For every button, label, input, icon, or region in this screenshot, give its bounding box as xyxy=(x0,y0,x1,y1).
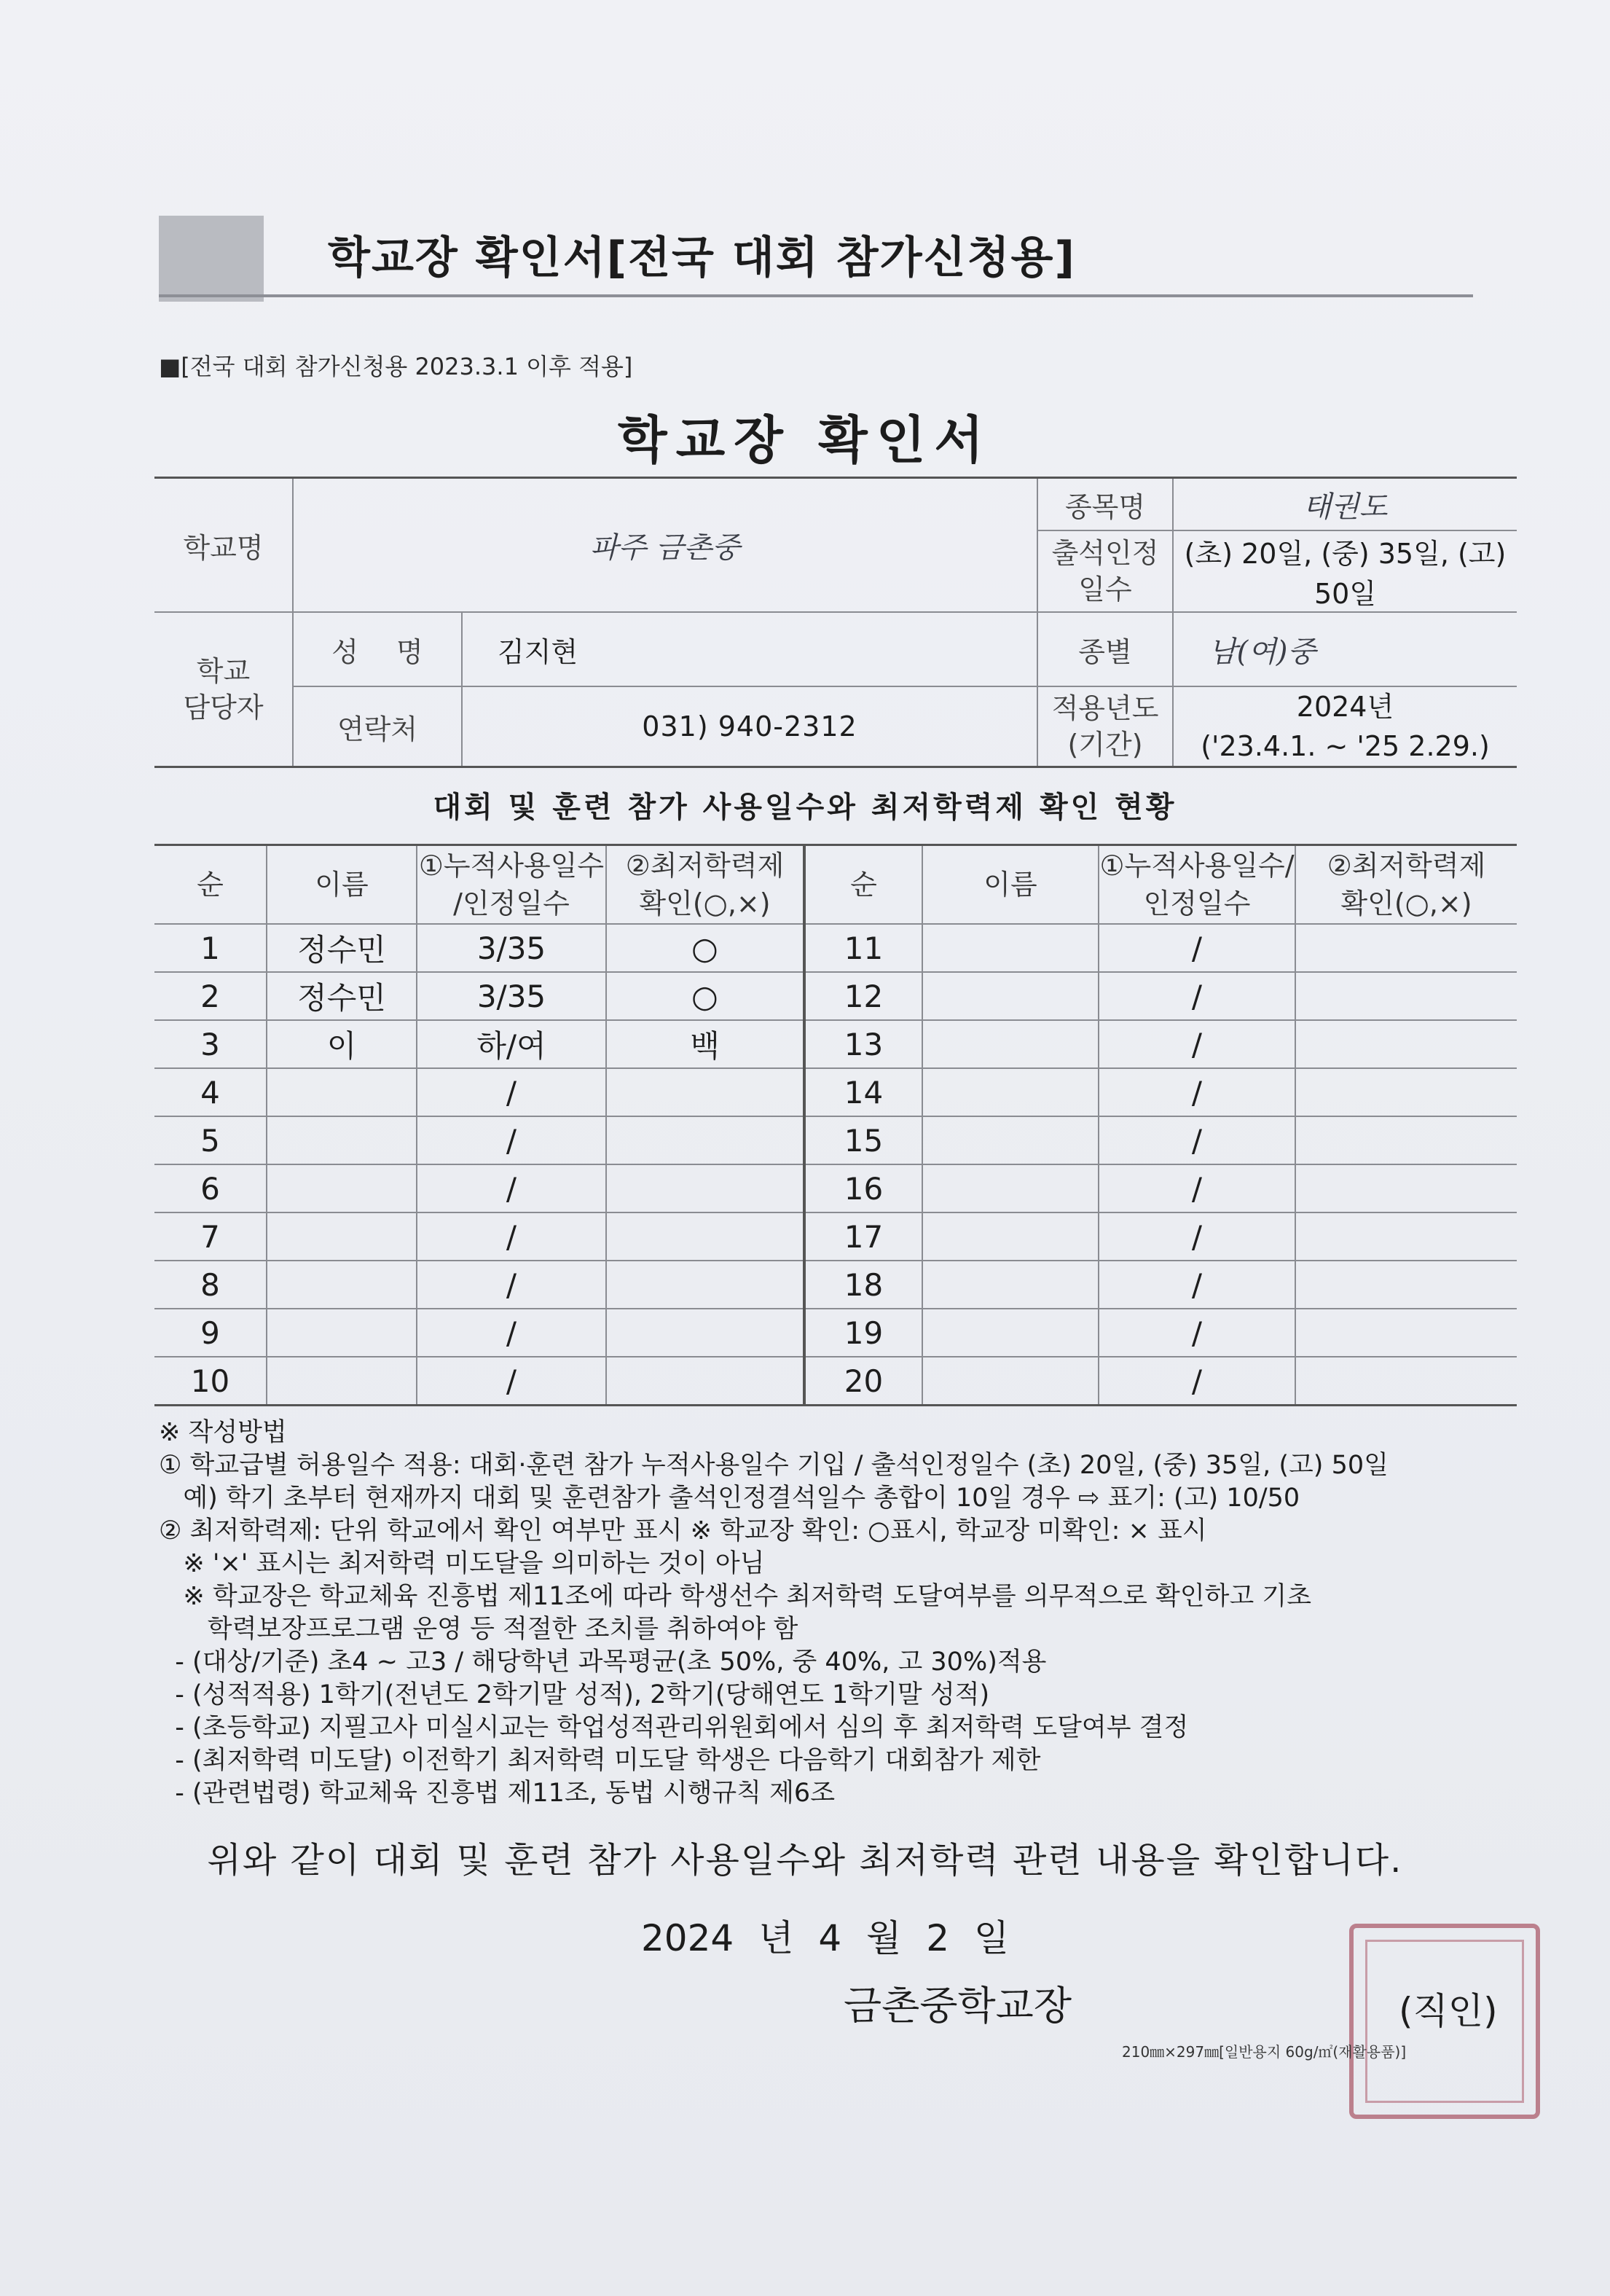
school-name-value: 파주 금촌중 xyxy=(293,478,1037,613)
attendance-label-text: 출석인정 일수 xyxy=(1051,537,1159,606)
roster-cell-l-check xyxy=(606,1212,804,1261)
note-line: - (대상/기준) 초4 ~ 고3 / 해당학년 과목평균(초 50%, 중 40%, 고 30%)적용 xyxy=(159,1647,1047,1677)
category-label: 종별 xyxy=(1037,612,1173,686)
table-row xyxy=(154,1164,1517,1212)
note-line: ※ '×' 표시는 최저학력 미도달을 의미하는 것이 아님 xyxy=(159,1549,765,1578)
roster-cell-r-no: 18 xyxy=(804,1261,922,1309)
roster-cell-l-name: 정수민 xyxy=(267,972,417,1020)
roster-cell-l-days: / xyxy=(417,1357,606,1406)
roster-cell-r-name xyxy=(922,1357,1099,1406)
contact-name-value: 김지현 xyxy=(462,612,1037,686)
attendance-label xyxy=(1037,530,1173,612)
table-row xyxy=(154,1212,1517,1261)
roster-cell-l-name: 이 xyxy=(267,1020,417,1068)
roster-cell-r-no: 16 xyxy=(804,1164,922,1212)
roster-cell-r-name xyxy=(922,1309,1099,1357)
roster-table xyxy=(154,844,1517,1406)
header-days-left: ①누적사용일수 /인정일수 xyxy=(417,845,606,925)
roster-cell-l-name xyxy=(267,1309,417,1357)
roster-cell-r-name xyxy=(922,1116,1099,1164)
phone-value: 031) 940-2312 xyxy=(462,686,1037,767)
year-cell xyxy=(1173,686,1517,767)
roster-cell-l-name xyxy=(267,1357,417,1406)
roster-cell-l-check xyxy=(606,1164,804,1212)
roster-cell-l-check xyxy=(606,1357,804,1406)
header-check-right: ②최저학력제 확인(○,×) xyxy=(1295,845,1517,925)
table-row xyxy=(154,1116,1517,1164)
note-line: - (관련법령) 학교체육 진흥법 제11조, 동법 시행규칙 제6조 xyxy=(159,1779,836,1808)
note-line: - (성적적용) 1학기(전년도 2학기말 성적), 2학기(당해연도 1학기말 성적) xyxy=(159,1680,990,1709)
roster-cell-l-no: 6 xyxy=(154,1164,267,1212)
roster-cell-l-check: ○ xyxy=(606,972,804,1020)
roster-cell-r-name xyxy=(922,1020,1099,1068)
roster-cell-r-check xyxy=(1295,1357,1517,1406)
table-row xyxy=(154,1309,1517,1357)
roster-cell-r-no: 13 xyxy=(804,1020,922,1068)
seal-mark: (직인) xyxy=(1399,1990,1498,2032)
roster-cell-r-name xyxy=(922,1068,1099,1116)
roster-cell-l-check: 백 xyxy=(606,1020,804,1068)
roster-cell-r-check xyxy=(1295,972,1517,1020)
roster-cell-r-name xyxy=(922,1212,1099,1261)
roster-cell-r-days: / xyxy=(1099,1164,1295,1212)
roster-cell-l-check xyxy=(606,1309,804,1357)
year-period: ('23.4.1. ~ '25 2.29.) xyxy=(1201,730,1490,762)
roster-cell-r-name xyxy=(922,1261,1099,1309)
roster-cell-r-days: / xyxy=(1099,1309,1295,1357)
roster-cell-r-days: / xyxy=(1099,1212,1295,1261)
roster-cell-r-days: / xyxy=(1099,1116,1295,1164)
roster-header-row xyxy=(154,845,1517,925)
sport-label: 종목명 xyxy=(1037,478,1173,531)
header-no-right: 순 xyxy=(804,845,922,925)
sport-value: 태권도 xyxy=(1173,478,1517,531)
roster-cell-l-no: 1 xyxy=(154,924,267,972)
roster-cell-l-days: / xyxy=(417,1116,606,1164)
note-line: ※ 학교장은 학교체육 진흥법 제11조에 따라 학생선수 최저학력 도달여부를 의무적으로 확인하고 기초 xyxy=(159,1582,1312,1611)
roster-cell-r-days: / xyxy=(1099,972,1295,1020)
header-name-left: 이름 xyxy=(267,845,417,925)
roster-cell-l-days: / xyxy=(417,1068,606,1116)
table-row xyxy=(154,972,1517,1020)
table-row xyxy=(154,1068,1517,1116)
roster-cell-r-no: 19 xyxy=(804,1309,922,1357)
roster-cell-l-days: / xyxy=(417,1309,606,1357)
roster-cell-l-check xyxy=(606,1261,804,1309)
header-name-right: 이름 xyxy=(922,845,1099,925)
header-title: 학교장 확인서[전국 대회 참가신청용] xyxy=(328,232,1076,283)
roster-cell-r-no: 14 xyxy=(804,1068,922,1116)
roster-cell-r-no: 15 xyxy=(804,1116,922,1164)
roster-cell-r-check xyxy=(1295,1164,1517,1212)
school-info-table xyxy=(154,477,1517,768)
roster-cell-l-check xyxy=(606,1116,804,1164)
note-line: ② 최저학력제: 단위 학교에서 확인 여부만 표시 ※ 학교장 확인: ○표시, 학교장 미확인: × 표시 xyxy=(159,1516,1207,1545)
confirmation-statement: 위와 같이 대회 및 훈련 참가 사용일수와 최저학력 관련 내용을 확인합니다. xyxy=(207,1840,1403,1881)
note-line: ① 학교급별 허용일수 적용: 대회·훈련 참가 누적사용일수 기입 / 출석인정일수 (초) 20일, (중) 35일, (고) 50일 xyxy=(159,1451,1389,1480)
roster-cell-r-check xyxy=(1295,1212,1517,1261)
paper-spec: 210㎜×297㎜[일반용지 60g/㎡(재활용품)] xyxy=(1122,2043,1407,2061)
roster-cell-r-days: / xyxy=(1099,1261,1295,1309)
roster-cell-l-no: 10 xyxy=(154,1357,267,1406)
roster-cell-r-check xyxy=(1295,1020,1517,1068)
note-line: ※ 작성방법 xyxy=(159,1418,287,1447)
roster-cell-l-no: 3 xyxy=(154,1020,267,1068)
issue-date: 2024 년 4 월 2 일 xyxy=(641,1917,1010,1959)
roster-cell-r-no: 20 xyxy=(804,1357,922,1406)
roster-cell-r-name xyxy=(922,924,1099,972)
roster-cell-l-days: / xyxy=(417,1164,606,1212)
instructions xyxy=(159,1417,1521,1810)
roster-cell-r-check xyxy=(1295,1261,1517,1309)
note-line: - (최저학력 미도달) 이전학기 최저학력 미도달 학생은 다음학기 대회참가 제한 xyxy=(159,1746,1041,1775)
roster-cell-l-days: 하/여 xyxy=(417,1020,606,1068)
document-title: 학교장 확인서 xyxy=(617,410,993,470)
table-row xyxy=(154,1020,1517,1068)
roster-cell-l-check: ○ xyxy=(606,924,804,972)
roster-cell-r-check xyxy=(1295,1068,1517,1116)
principal-title: 금촌중학교장 xyxy=(844,1983,1072,2029)
roster-cell-r-no: 17 xyxy=(804,1212,922,1261)
roster-cell-l-check xyxy=(606,1068,804,1116)
roster-cell-l-name xyxy=(267,1212,417,1261)
form-note: ■[전국 대회 참가신청용 2023.3.1 이후 적용] xyxy=(159,353,633,380)
roster-cell-l-days: / xyxy=(417,1212,606,1261)
year-value: 2024년 xyxy=(1296,691,1394,723)
roster-cell-r-name xyxy=(922,1164,1099,1212)
roster-cell-l-no: 7 xyxy=(154,1212,267,1261)
roster-cell-r-check xyxy=(1295,1116,1517,1164)
note-line: 예) 학기 초부터 현재까지 대회 및 훈련참가 출석인정결석일수 총합이 10일 경우 ⇨ 표기: (고) 10/50 xyxy=(159,1484,1300,1513)
header-days-right: ①누적사용일수/ 인정일수 xyxy=(1099,845,1295,925)
header-check-left: ②최저학력제 확인(○,×) xyxy=(606,845,804,925)
roster-cell-r-days: / xyxy=(1099,1357,1295,1406)
note-line: - (초등학교) 지필고사 미실시교는 학업성적관리위원회에서 심의 후 최저학력 도달여부 결정 xyxy=(159,1713,1189,1742)
roster-cell-r-check xyxy=(1295,1309,1517,1357)
roster-cell-l-days: 3/35 xyxy=(417,924,606,972)
roster-cell-l-days: 3/35 xyxy=(417,972,606,1020)
roster-cell-l-no: 2 xyxy=(154,972,267,1020)
roster-cell-r-no: 11 xyxy=(804,924,922,972)
header-no-left: 순 xyxy=(154,845,267,925)
school-name-label: 학교명 xyxy=(154,478,293,613)
roster-cell-r-days: / xyxy=(1099,924,1295,972)
roster-cell-l-no: 5 xyxy=(154,1116,267,1164)
table-row xyxy=(154,924,1517,972)
table-row xyxy=(154,1261,1517,1309)
attendance-value: (초) 20일, (중) 35일, (고) 50일 xyxy=(1173,530,1517,612)
roster-cell-r-days: / xyxy=(1099,1068,1295,1116)
header-gray-box xyxy=(159,216,264,302)
roster-cell-l-name xyxy=(267,1068,417,1116)
roster-cell-r-check xyxy=(1295,924,1517,972)
roster-cell-l-no: 4 xyxy=(154,1068,267,1116)
contact-group-text: 학교 담당자 xyxy=(183,655,264,724)
roster-cell-l-name xyxy=(267,1261,417,1309)
contact-name-label: 성 명 xyxy=(293,612,462,686)
roster-cell-l-no: 9 xyxy=(154,1309,267,1357)
table-row xyxy=(154,1357,1517,1406)
header-rule xyxy=(159,294,1473,297)
year-label xyxy=(1037,686,1173,767)
section-title: 대회 및 훈련 참가 사용일수와 최저학력제 확인 현황 xyxy=(433,791,1177,824)
roster-cell-r-no: 12 xyxy=(804,972,922,1020)
category-value: 남(여)중 xyxy=(1173,612,1517,686)
roster-cell-r-name xyxy=(922,972,1099,1020)
roster-cell-l-name xyxy=(267,1116,417,1164)
roster-cell-l-no: 8 xyxy=(154,1261,267,1309)
roster-cell-r-days: / xyxy=(1099,1020,1295,1068)
contact-group-label xyxy=(154,612,293,767)
year-label-text: 적용년도 (기간) xyxy=(1051,692,1159,761)
roster-cell-l-name: 정수민 xyxy=(267,924,417,972)
note-line: 학력보장프로그램 운영 등 적절한 조치를 취하여야 함 xyxy=(159,1615,798,1644)
phone-label: 연락처 xyxy=(293,686,462,767)
roster-cell-l-days: / xyxy=(417,1261,606,1309)
roster-cell-l-name xyxy=(267,1164,417,1212)
